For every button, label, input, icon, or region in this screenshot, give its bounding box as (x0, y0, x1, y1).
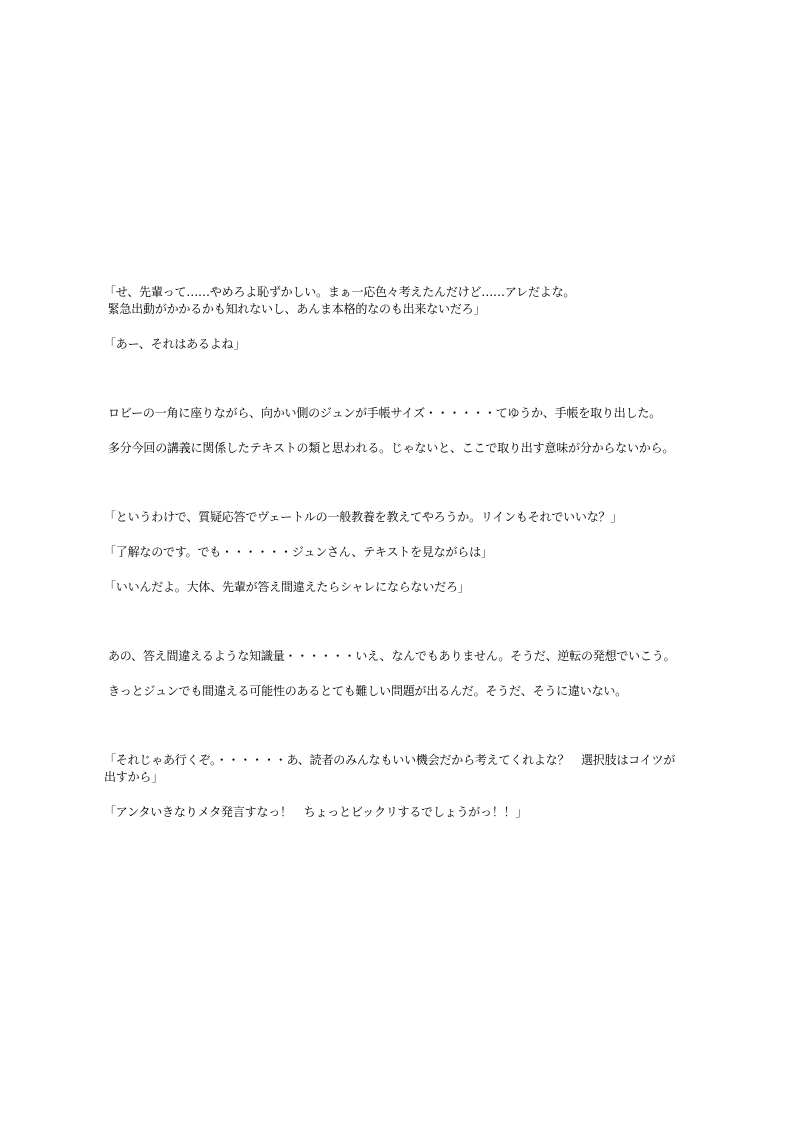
dialogue-paragraph: 「というわけで、質疑応答でヴェートルの一般教養を教えてやろうか。リインもそれでいいな？」 (104, 510, 623, 524)
dialogue-paragraph: 「あー、それはあるよね」 (104, 337, 246, 351)
dialogue-paragraph: 「アンタいきなりメタ発言すなっ！ ちょっとビックリするでしょうがっ！！」 (104, 805, 528, 819)
dialogue-paragraph: 「それじゃあ行くぞ。・・・・・・あ、読者のみんなもいい機会だから考えてくれよな？ 選択肢はコイツが出すから」 (104, 753, 676, 784)
dialogue-paragraph: 「いいんだよ。大体、先輩が答え間違えたらシャレにならないだろ」 (104, 580, 470, 594)
dialogue-paragraph: 「せ、先輩って……やめろよ恥ずかしい。まぁ一応色々考えたんだけど……アレだよな。 緊急出動がかかるかも知れないし、あんま本格的なのも出来ないだろ」 (104, 285, 576, 316)
narration-paragraph: 多分今回の講義に関係したテキストの類と思われる。じゃないと、ここで取り出す意味が分からないから。 (108, 441, 675, 455)
narration-paragraph: ロビーの一角に座りながら、向かい側のジュンが手帳サイズ・・・・・・てゆうか、手帳を取り出した。 (108, 406, 661, 420)
narration-paragraph: あの、答え間違えるような知識量・・・・・・いえ、なんでもありません。そうだ、逆転の発想でいこう。 (108, 649, 676, 663)
narration-paragraph: きっとジュンでも間違える可能性のあるとても難しい問題が出るんだ。そうだ、そうに違いない。 (108, 684, 627, 698)
dialogue-paragraph: 「了解なのです。でも・・・・・・ジュンさん、テキストを見ながらは」 (104, 545, 493, 559)
document-body (104, 284, 678, 821)
